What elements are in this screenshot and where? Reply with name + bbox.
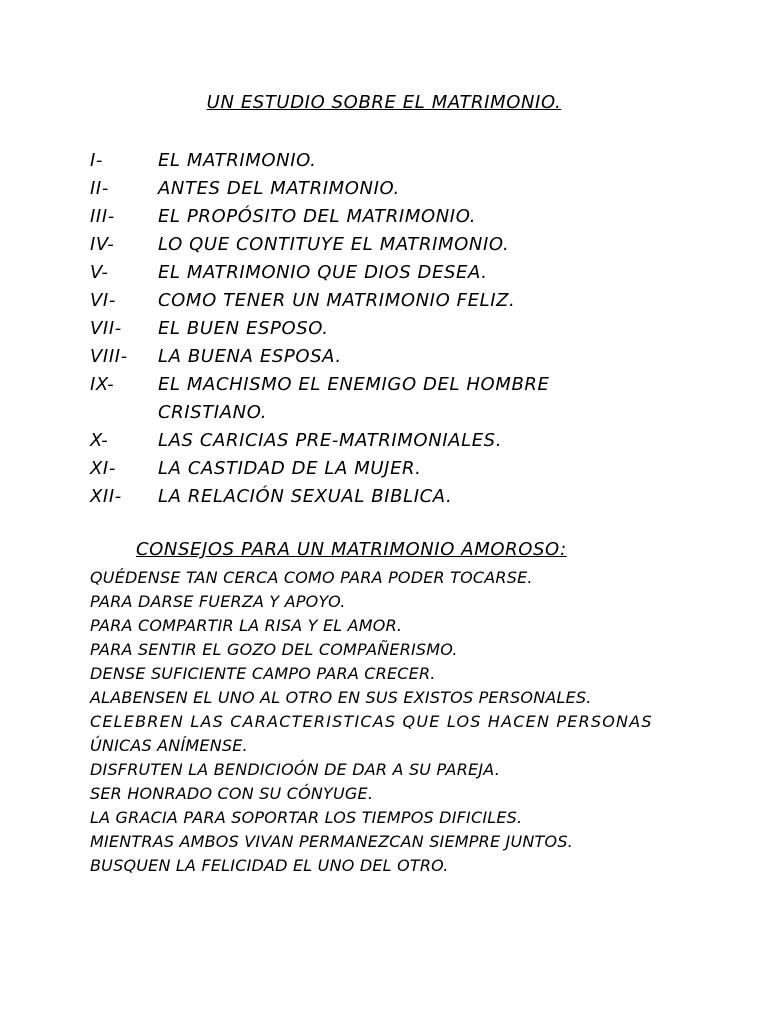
- toc-number: IV-: [90, 234, 115, 255]
- advice-heading: CONSEJOS PARA UN MATRIMONIO AMOROSO:: [136, 539, 567, 560]
- toc-text: LA CASTIDAD DE LA MUJER.: [158, 458, 422, 479]
- toc-item: [90, 483, 710, 511]
- advice-line: CELEBREN LAS CARACTERISTICAS QUE LOS HACEN PERSONAS: [90, 712, 653, 731]
- toc-item: [90, 203, 710, 231]
- advice-line: MIENTRAS AMBOS VIVAN PERMANEZCAN SIEMPRE JUNTOS.: [90, 832, 573, 851]
- toc-text: EL BUEN ESPOSO.: [158, 318, 329, 339]
- toc-text: LAS CARICIAS PRE-MATRIMONIALES.: [158, 430, 503, 451]
- toc-number: XII-: [90, 486, 122, 507]
- toc-number: II-: [90, 178, 109, 199]
- toc-number: XI-: [90, 458, 116, 479]
- toc-text: EL PROPÓSITO DEL MATRIMONIO.: [158, 206, 477, 227]
- advice-line: DISFRUTEN LA BENDICIOÓN DE DAR A SU PAREJA.: [90, 760, 500, 779]
- advice-line: ÚNICAS ANÍMENSE.: [90, 736, 248, 755]
- advice-line: ALABENSEN EL UNO AL OTRO EN SUS EXISTOS PERSONALES.: [90, 688, 592, 707]
- toc-item: [90, 343, 710, 371]
- page-title: UN ESTUDIO SOBRE EL MATRIMONIO.: [206, 92, 562, 113]
- advice-line: PARA DARSE FUERZA Y APOYO.: [90, 592, 346, 611]
- toc-text: EL MATRIMONIO QUE DIOS DESEA.: [158, 262, 488, 283]
- toc-item: [90, 175, 710, 203]
- toc-item: [90, 371, 710, 399]
- table-of-contents: [90, 147, 710, 511]
- toc-number: VII-: [90, 318, 122, 339]
- toc-item: [90, 231, 710, 259]
- toc-text: ANTES DEL MATRIMONIO.: [158, 178, 400, 199]
- toc-text: EL MATRIMONIO.: [158, 150, 317, 171]
- toc-text: CRISTIANO.: [158, 402, 268, 423]
- toc-item: [90, 315, 710, 343]
- advice-line: QUÉDENSE TAN CERCA COMO PARA PODER TOCARSE.: [90, 568, 533, 587]
- toc-number: X-: [90, 430, 109, 451]
- toc-text: EL MACHISMO EL ENEMIGO DEL HOMBRE: [158, 374, 550, 395]
- advice-line: LA GRACIA PARA SOPORTAR LOS TIEMPOS DIFICILES.: [90, 808, 523, 827]
- toc-text: LO QUE CONTITUYE EL MATRIMONIO.: [158, 234, 510, 255]
- toc-number: I-: [90, 150, 104, 171]
- toc-number: VIII-: [90, 346, 128, 367]
- advice-line: SER HONRADO CON SU CÓNYUGE.: [90, 784, 374, 803]
- toc-item: [90, 455, 710, 483]
- toc-item: [90, 259, 710, 287]
- toc-text: COMO TENER UN MATRIMONIO FELIZ.: [158, 290, 516, 311]
- advice-list: [90, 566, 690, 878]
- toc-item: [90, 287, 710, 315]
- advice-line: PARA COMPARTIR LA RISA Y EL AMOR.: [90, 616, 403, 635]
- toc-number: V-: [90, 262, 109, 283]
- toc-item: [90, 427, 710, 455]
- advice-line: PARA SENTIR EL GOZO DEL COMPAÑERISMO.: [90, 640, 458, 659]
- toc-number: [90, 399, 158, 427]
- advice-line: DENSE SUFICIENTE CAMPO PARA CRECER.: [90, 664, 436, 683]
- toc-text: LA BUENA ESPOSA.: [158, 346, 342, 367]
- toc-number: IX-: [90, 374, 115, 395]
- toc-number: III-: [90, 206, 115, 227]
- toc-item: [90, 147, 710, 175]
- toc-number: VI-: [90, 290, 116, 311]
- toc-text: LA RELACIÓN SEXUAL BIBLICA.: [158, 486, 453, 507]
- advice-line: BUSQUEN LA FELICIDAD EL UNO DEL OTRO.: [90, 856, 449, 875]
- toc-item: [90, 399, 710, 427]
